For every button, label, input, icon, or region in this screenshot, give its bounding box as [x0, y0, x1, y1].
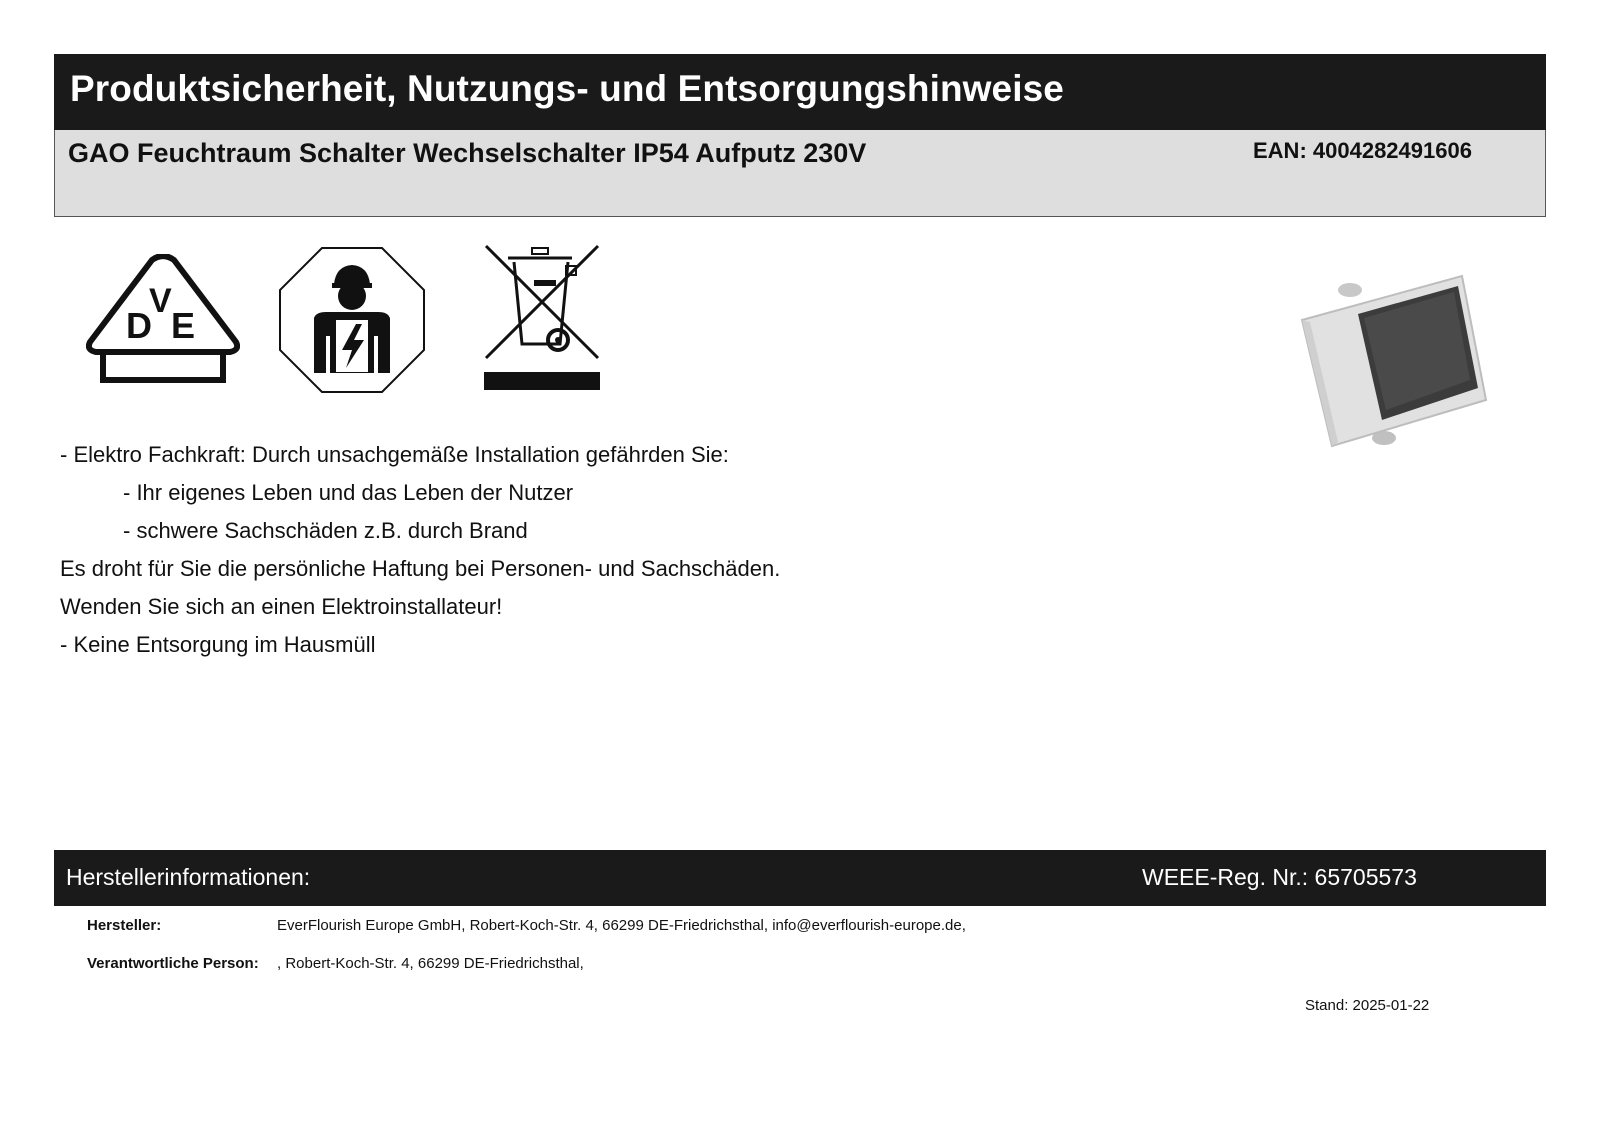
note-line: - schwere Sachschäden z.B. durch Brand [123, 518, 528, 543]
note-line: Wenden Sie sich an einen Elektroinstallateur! [60, 594, 503, 619]
responsible-row [87, 955, 259, 972]
product-photo [1292, 262, 1492, 452]
vde-letter-v: V [149, 282, 172, 320]
crossed-bin-icon [482, 244, 602, 394]
vde-mark-icon [86, 254, 240, 384]
note-line: - Keine Entsorgung im Hausmüll [60, 632, 376, 657]
manufacturer-row [87, 917, 161, 934]
note-line: Es droht für Sie die persönliche Haftung bei Personen- und Sachschäden. [60, 556, 781, 581]
weee-registration: WEEE-Reg. Nr.: 65705573 [1142, 864, 1417, 890]
vde-letter-e: E [171, 305, 196, 346]
document-date: Stand: 2025-01-22 [1305, 997, 1430, 1014]
responsible-value-row [277, 955, 584, 972]
ean-number: EAN: 4004282491606 [1253, 138, 1472, 163]
page-title: Produktsicherheit, Nutzungs- und Entsorgungshinweise [70, 68, 1064, 109]
manufacturer-heading: Herstellerinformationen: [66, 864, 311, 890]
responsible-value: , Robert-Koch-Str. 4, 66299 DE-Friedrichsthal, [277, 955, 584, 972]
safety-notes [60, 436, 780, 664]
responsible-label: Verantwortliche Person: [87, 955, 259, 972]
electrician-warning-icon [278, 246, 426, 394]
manufacturer-value-row [277, 917, 966, 934]
title-bar [54, 54, 1546, 130]
vde-letter-d: D [126, 305, 152, 346]
manufacturer-label: Hersteller: [87, 917, 162, 934]
note-line: - Ihr eigenes Leben und das Leben der Nutzer [123, 480, 574, 505]
note-line: - Elektro Fachkraft: Durch unsachgemäße Installation gefährden Sie: [60, 442, 729, 467]
product-name: GAO Feuchtraum Schalter Wechselschalter IP54 Aufputz 230V [68, 138, 867, 168]
manufacturer-value: EverFlourish Europe GmbH, Robert-Koch-Str. 4, 66299 DE-Friedrichsthal, info@everflourish-europe.de, [277, 917, 966, 934]
manufacturer-bar [54, 850, 1546, 906]
product-header [54, 130, 1546, 217]
